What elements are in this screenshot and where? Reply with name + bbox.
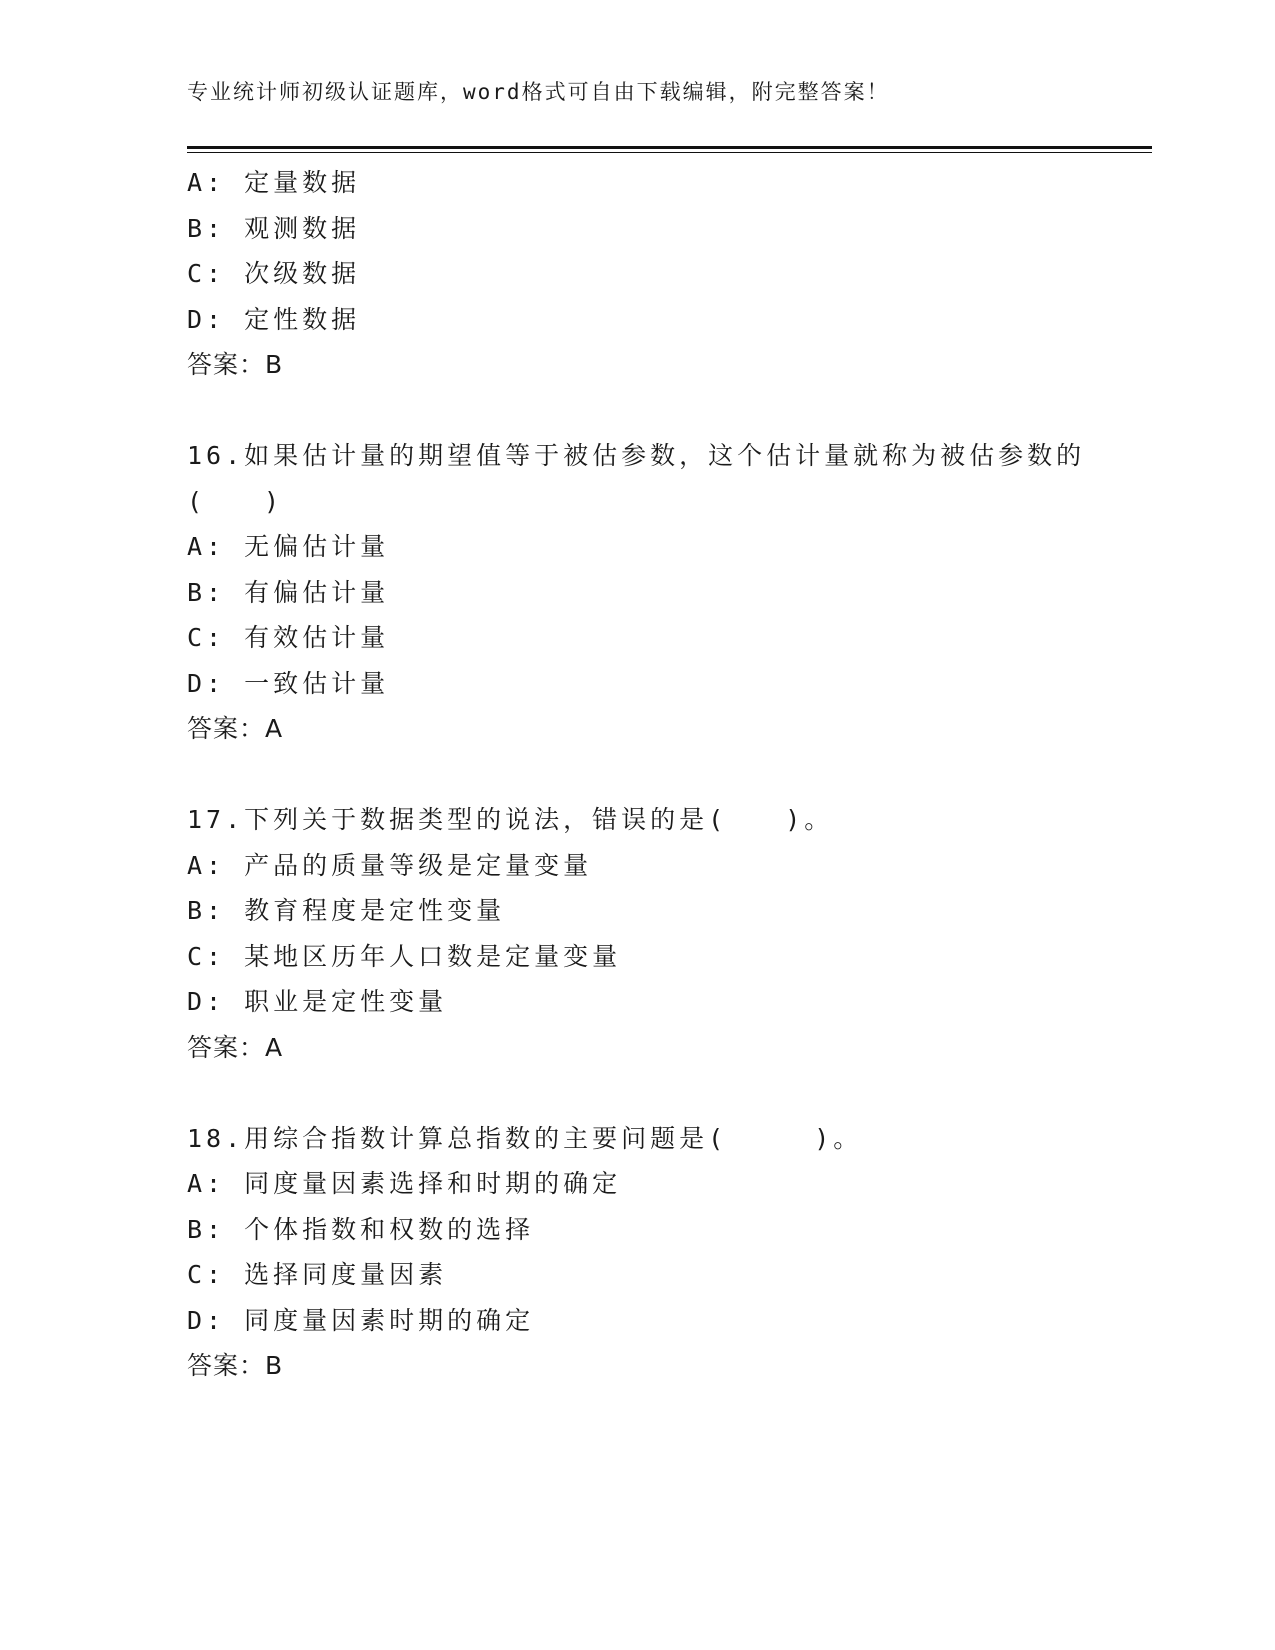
question-stem: 16.如果估计量的期望值等于被估参数，这个估计量就称为被估参数的 xyxy=(187,441,1086,470)
option-a: A: 同度量因素选择和时期的确定 xyxy=(187,1169,622,1198)
header-divider xyxy=(187,146,1152,149)
question-stem: 17.下列关于数据类型的说法，错误的是( )。 xyxy=(187,805,834,834)
option-d: D: 定性数据 xyxy=(187,304,361,334)
option-b: B: 个体指数和权数的选择 xyxy=(187,1214,535,1244)
question-16 xyxy=(187,433,1152,752)
option-c: C: 有效估计量 xyxy=(187,623,390,652)
option-d: D: 一致估计量 xyxy=(187,668,390,698)
option-b: B: 教育程度是定性变量 xyxy=(187,896,506,925)
answer-line: 答案：B xyxy=(187,350,284,379)
option-d: D: 职业是定性变量 xyxy=(187,987,448,1016)
question-stem: 18.用综合指数计算总指数的主要问题是( )。 xyxy=(187,1123,863,1153)
option-c: C: 次级数据 xyxy=(187,259,361,288)
option-b: B: 观测数据 xyxy=(187,213,361,243)
answer-line: 答案：A xyxy=(187,1032,284,1062)
option-b: B: 有偏估计量 xyxy=(187,577,390,607)
option-d: D: 同度量因素时期的确定 xyxy=(187,1305,535,1335)
option-c: C: 某地区历年人口数是定量变量 xyxy=(187,941,622,971)
answer-line: 答案：A xyxy=(187,714,284,743)
spacer xyxy=(187,388,1152,434)
option-c: C: 选择同度量因素 xyxy=(187,1260,448,1289)
page-header: 专业统计师初级认证题库，word格式可自由下载编辑，附完整答案！ xyxy=(187,80,890,104)
question-18 xyxy=(187,1116,1152,1389)
option-a: A: 定量数据 xyxy=(187,168,361,197)
question-list xyxy=(187,160,1152,1389)
answer-line: 答案：B xyxy=(187,1351,284,1380)
question-stem-continued: ( ) xyxy=(187,486,284,516)
spacer xyxy=(187,752,1152,798)
header-divider-thin xyxy=(187,152,1152,153)
question-17 xyxy=(187,797,1152,1070)
option-a: A: 无偏估计量 xyxy=(187,532,390,561)
question-15 xyxy=(187,160,1152,388)
option-a: A: 产品的质量等级是定量变量 xyxy=(187,850,593,880)
